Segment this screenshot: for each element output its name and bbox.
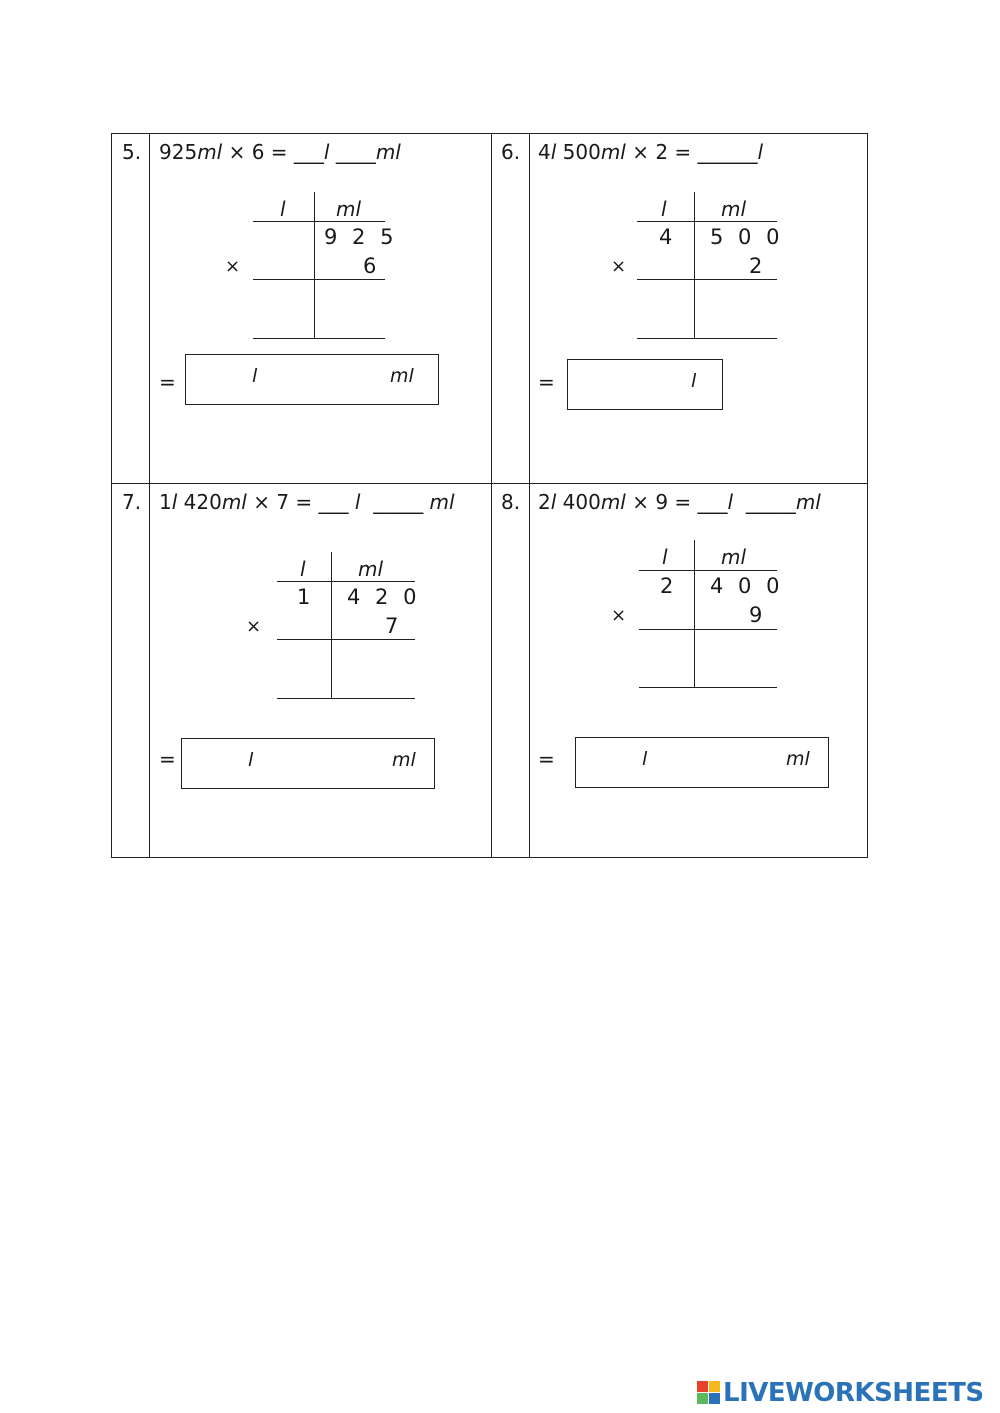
grid-divider [314, 192, 315, 338]
row-divider [112, 483, 867, 484]
grid-line [639, 687, 777, 688]
grid-divider [694, 192, 695, 338]
column-header-l: l [280, 197, 286, 221]
problem-prompt: 2l 400ml × 9 = ___l _____ml [538, 490, 821, 514]
problem-number: 7. [122, 490, 142, 514]
liveworksheets-brand [697, 1378, 984, 1408]
answer-unit-l: l [642, 748, 648, 770]
grid-line [277, 581, 415, 582]
blank-litres: ___ [318, 490, 349, 514]
blank-litres: ___ [293, 140, 324, 164]
grid-line [253, 221, 385, 222]
column-divider [491, 134, 492, 857]
multiplicand-l: 2 [660, 574, 678, 598]
column-header-ml: ml [358, 557, 384, 581]
column-header-ml: ml [721, 545, 747, 569]
answer-unit-l: l [248, 749, 254, 771]
column-header-ml: ml [336, 197, 362, 221]
column-divider [529, 134, 530, 857]
multiplicand-l: 1 [297, 585, 315, 609]
problem-number: 8. [501, 490, 521, 514]
column-header-l: l [661, 197, 667, 221]
multiplicand-ml: 4 2 0 [347, 585, 421, 609]
liveworksheets-logo-icon [697, 1381, 721, 1405]
grid-line [277, 698, 415, 699]
column-divider [149, 134, 150, 857]
blank-millilitres: ____ [335, 140, 376, 164]
grid-line [277, 639, 415, 640]
grid-line [639, 570, 777, 571]
blank-millilitres: _____ [373, 490, 424, 514]
grid-line [637, 221, 777, 222]
times-sign: × [611, 605, 627, 626]
equals-sign: = [538, 747, 555, 771]
answer-unit-ml: ml [786, 748, 810, 770]
grid-divider [694, 540, 695, 687]
multiplier: 2 [749, 254, 767, 278]
times-sign: × [225, 256, 241, 277]
multiplicand-ml: 9 2 5 [324, 225, 398, 249]
equals-sign: = [159, 370, 176, 394]
multiplicand-ml: 4 0 0 [710, 574, 784, 598]
answer-box[interactable] [185, 354, 439, 405]
multiplicand-l: 4 [659, 225, 677, 249]
answer-box[interactable] [567, 359, 723, 410]
multiplicand-ml: 5 0 0 [710, 225, 784, 249]
grid-line [253, 338, 385, 339]
equals-sign: = [159, 747, 176, 771]
grid-divider [331, 552, 332, 698]
column-header-l: l [662, 545, 668, 569]
times-sign: × [611, 256, 627, 277]
worksheet-table [111, 133, 868, 858]
answer-unit-l: l [691, 370, 697, 392]
blank-litres: ___ [697, 490, 728, 514]
equals-sign: = [538, 370, 555, 394]
answer-unit-ml: ml [390, 365, 414, 387]
grid-line [639, 629, 777, 630]
brand-name: LIVEWORKSHEETS [723, 1378, 984, 1408]
grid-line [637, 338, 777, 339]
times-sign: × [246, 616, 262, 637]
column-header-ml: ml [721, 197, 747, 221]
multiplier: 9 [749, 603, 767, 627]
problem-prompt: 1l 420ml × 7 = ___ l _____ ml [159, 490, 455, 514]
problem-number: 5. [122, 140, 142, 164]
answer-unit-l: l [252, 365, 258, 387]
grid-line [253, 279, 385, 280]
answer-box[interactable] [575, 737, 829, 788]
answer-box[interactable] [181, 738, 435, 789]
multiplier: 6 [363, 254, 381, 278]
blank-millilitres: _____ [745, 490, 796, 514]
grid-line [637, 279, 777, 280]
multiplier: 7 [385, 614, 403, 638]
answer-unit-ml: ml [392, 749, 416, 771]
column-header-l: l [300, 557, 306, 581]
problem-prompt: 4l 500ml × 2 = ______l [538, 140, 764, 164]
problem-prompt: 925ml × 6 = ___l ____ml [159, 140, 401, 164]
blank-litres: ______ [697, 140, 758, 164]
problem-number: 6. [501, 140, 521, 164]
